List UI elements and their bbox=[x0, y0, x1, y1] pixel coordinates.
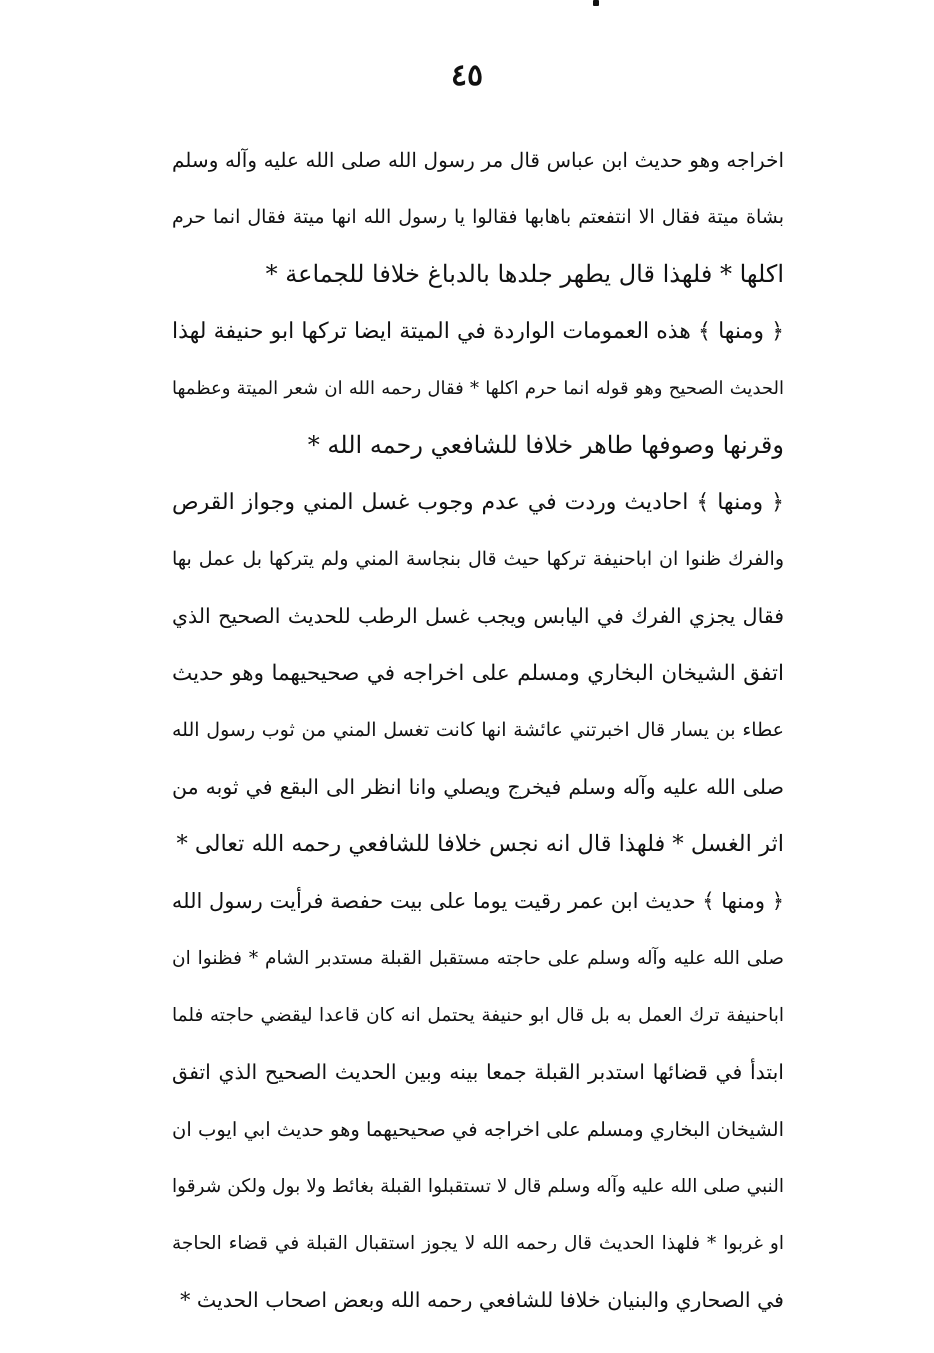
text-line: الحديث الصحيح وهو قوله انما حرم اكلها * فقال رحمه الله ان شعر الميتة وعظمها bbox=[172, 378, 784, 399]
text-line: الشيخان البخاري ومسلم على اخراجه في صحيحيهما وهو حديث ابي ايوب ان bbox=[172, 1118, 784, 1141]
text-line: صلى الله عليه وآله وسلم فيخرج ويصلي وانا انظر الى البقع في ثوبه من bbox=[172, 775, 784, 799]
text-line: فقال يجزي الفرك في اليابس ويجب غسل الرطب للحديث الصحيح الذي bbox=[172, 604, 784, 628]
text-line: اباحنيفة ترك العمل به بل قال ابو حنيفة يحتمل انه كان قاعدا ليقضي حاجته فلما bbox=[172, 1005, 784, 1026]
text-line: في الصحاري والبنيان خلافا للشافعي رحمه الله وبعض اصحاب الحديث * bbox=[180, 1288, 784, 1312]
text-line: اثر الغسل * فلهذا قال انه نجس خلافا للشافعي رحمه الله تعالى * bbox=[176, 831, 784, 857]
text-line: صلى الله عليه وآله وسلم على حاجته مستقبل القبلة مستدبر الشام * فظنوا ان bbox=[172, 948, 784, 969]
paragraph-start-line: ﴿ ومنها ﴾ احاديث وردت في عدم وجوب غسل المني وجواز القرص bbox=[172, 490, 784, 515]
text-line: وقرنها وصوفها طاهر خلافا للشافعي رحمه الله * bbox=[307, 431, 784, 459]
text-line: النبي صلى الله عليه وآله وسلم قال لا تستقبلوا القبلة بغائط ولا بول ولكن شرقوا bbox=[172, 1176, 784, 1197]
text-line: ابتدأ في قضائها استدبر القبلة جمعا بينه وبين الحديث الصحيح الذي اتفق bbox=[172, 1060, 784, 1084]
text-line: او غربوا * فلهذا الحديث قال رحمه الله لا يجوز استقبال القبلة في قضاء الحاجة bbox=[172, 1233, 784, 1254]
text-line: عطاء بن يسار قال اخبرتني عائشة انها كانت تغسل المني من ثوب رسول الله bbox=[172, 719, 784, 741]
text-line: اكلها * فلهذا قال يطهر جلدها بالدباغ خلافا للجماعة * bbox=[265, 260, 784, 288]
paragraph-start-line: ﴿ ومنها ﴾ حديث ابن عمر رقيت يوما على بيت حفصة فرأيت رسول الله bbox=[172, 889, 784, 913]
text-line: اتفق الشيخان البخاري ومسلم على اخراجه في صحيحيهما وهو حديث bbox=[172, 661, 784, 686]
top-ink-mark bbox=[593, 0, 599, 6]
text-line: والفرك ظنوا ان اباحنيفة تركها حيث قال بنجاسة المني ولم يتركها بل عمل بها bbox=[172, 548, 784, 570]
text-line: بشاة ميتة فقال الا انتفعتم باهابها فقالوا يا رسول الله انها ميتة فقال انما حرم bbox=[172, 206, 784, 228]
page-number: ٤٥ bbox=[450, 58, 484, 93]
body-text bbox=[172, 132, 784, 1329]
text-line: اخراجه وهو حديث ابن عباس قال مر رسول الله صلى الله عليه وآله وسلم bbox=[172, 148, 784, 172]
paragraph-start-line: ﴿ ومنها ﴾ هذه العمومات الواردة في الميتة ايضا تركها ابو حنيفة لهذا bbox=[172, 319, 784, 344]
